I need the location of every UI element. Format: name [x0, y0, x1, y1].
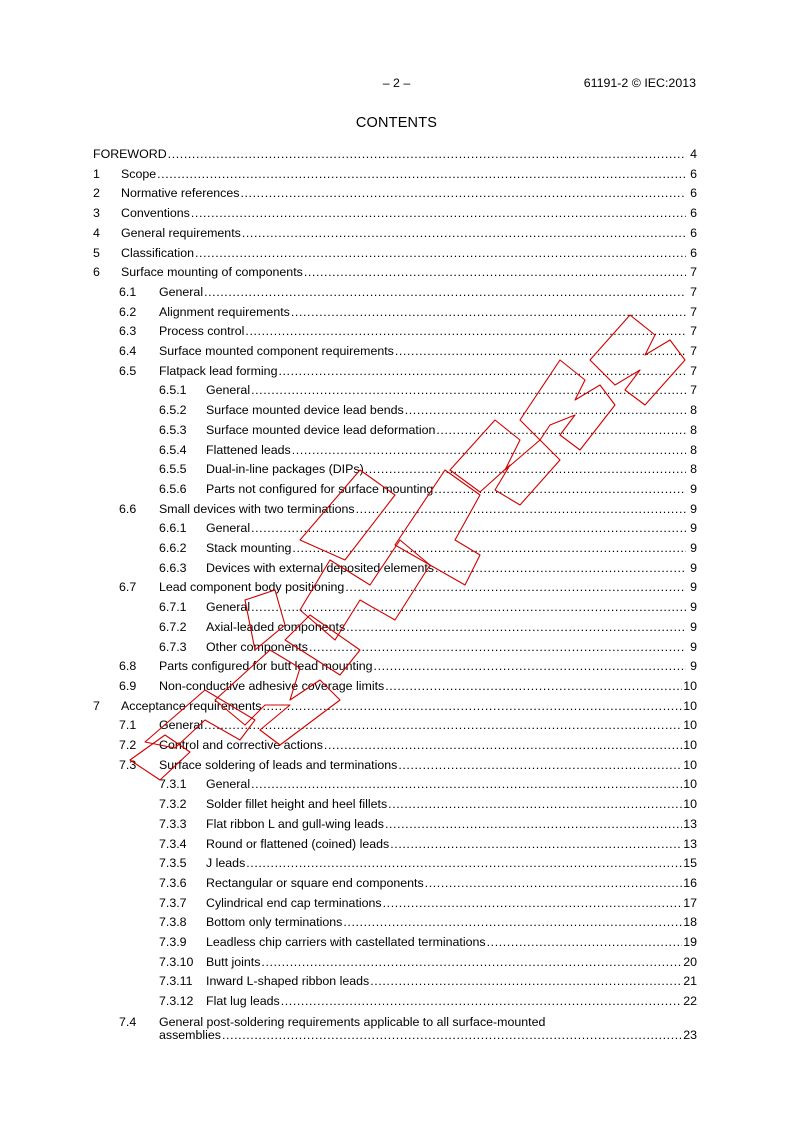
toc-leader-dots	[292, 541, 686, 555]
toc-leader-dots	[370, 974, 682, 988]
toc-entry-number: 6.6.1	[159, 521, 187, 536]
toc-entry-title: Inward L-shaped ribbon leads	[206, 974, 370, 989]
toc-entry[interactable]	[93, 835, 697, 851]
toc-entry-number: 6.5.1	[159, 383, 187, 398]
toc-entry-page: 23	[683, 1027, 697, 1042]
toc-entry-number: 6.6	[119, 501, 137, 516]
toc-leader-dots	[388, 797, 682, 811]
toc-entry-title: Parts configured for butt lead mounting	[159, 659, 373, 674]
toc-entry-title: Conventions	[121, 206, 190, 221]
toc-entry-number: 7.3.10	[159, 954, 194, 969]
contents-title: CONTENTS	[355, 115, 438, 131]
toc-entry[interactable]	[93, 736, 697, 752]
toc-entry-page: 6	[690, 225, 697, 240]
toc-entry[interactable]	[93, 224, 697, 240]
toc-entry-title: J leads	[206, 856, 246, 871]
toc-leader-dots	[385, 679, 682, 693]
toc-entry-title: General	[206, 383, 251, 398]
toc-entry-page: 16	[683, 875, 697, 890]
toc-entry-number: 3	[93, 206, 100, 221]
toc-leader-dots	[385, 817, 682, 831]
toc-leader-dots	[292, 443, 686, 457]
toc-entry[interactable]	[93, 578, 697, 594]
toc-leader-dots	[304, 265, 686, 279]
toc-entry-page: 6	[690, 166, 697, 181]
toc-entry[interactable]	[93, 322, 697, 338]
toc-entry-title: Surface soldering of leads and terminations	[159, 757, 398, 772]
toc-entry[interactable]	[93, 539, 697, 555]
toc-leader-dots	[222, 1028, 682, 1042]
toc-entry-number: 6.3	[119, 324, 137, 339]
toc-entry-page: 7	[690, 324, 697, 339]
toc-entry-title: Process control	[159, 324, 245, 339]
toc-entry-number: 6.7.1	[159, 600, 187, 615]
toc-entry-number: 6.2	[119, 304, 137, 319]
toc-entry[interactable]	[93, 598, 697, 614]
toc-entry-number: 6.1	[119, 284, 137, 299]
toc-entry-page: 9	[690, 659, 697, 674]
toc-entry-page: 7	[690, 265, 697, 280]
toc-entry-page: 10	[683, 797, 697, 812]
toc-entry-number: 7.3.3	[159, 816, 187, 831]
toc-entry-title: Other components	[206, 639, 308, 654]
toc-entry-title: Non-conductive adhesive coverage limits	[159, 678, 385, 693]
toc-entry-page: 9	[690, 501, 697, 516]
toc-entry[interactable]	[93, 381, 697, 397]
toc-entry[interactable]	[93, 756, 697, 772]
toc-entry-title: Surface mounted component requirements	[159, 344, 394, 358]
toc-leader-dots	[395, 344, 686, 358]
toc-entry-number: 6	[93, 265, 100, 280]
toc-entry-page: 7	[690, 344, 697, 358]
toc-entry-page: 20	[683, 954, 697, 969]
toc-entry-number: 7.3.8	[159, 915, 187, 930]
toc-entry-number: 5	[93, 245, 100, 260]
toc-entry-title: Flat lug leads	[206, 994, 280, 1009]
toc-entry[interactable]	[93, 184, 697, 200]
toc-entry-title: Devices with external deposited elements	[206, 560, 434, 575]
toc-entry-page: 10	[683, 777, 697, 792]
toc-leader-dots	[425, 876, 683, 890]
toc-leader-dots	[245, 324, 686, 338]
toc-entry-title: Round or flattened (coined) leads	[206, 836, 390, 851]
toc-leader-dots	[383, 896, 683, 910]
toc-entry-page: 9	[690, 619, 697, 634]
toc-entry-number: 6.7.3	[159, 639, 187, 654]
toc-entry[interactable]	[93, 165, 697, 181]
toc-entry[interactable]	[93, 263, 697, 279]
toc-leader-dots	[191, 206, 686, 220]
toc-leader-dots	[261, 955, 682, 969]
toc-leader-dots	[436, 423, 686, 437]
toc-entry-title: Scope	[121, 166, 157, 181]
toc-entry-number: 7.3.1	[159, 777, 187, 792]
toc-leader-dots	[291, 305, 686, 319]
toc-leader-dots	[204, 718, 682, 732]
page-number: – 2 –	[382, 76, 411, 90]
toc-entry-page: 9	[690, 541, 697, 555]
toc-entry-title: Axial-leaded components	[206, 619, 346, 634]
toc-entry-page: 22	[683, 994, 697, 1009]
toc-entry-number: 6.6.3	[159, 560, 187, 575]
toc-leader-dots	[365, 462, 686, 476]
toc-entry-page: 10	[683, 757, 697, 772]
toc-entry-page: 13	[683, 816, 697, 831]
toc-entry-number: 2	[93, 186, 100, 201]
toc-leader-dots	[324, 738, 682, 752]
toc-entry-title: Classification	[121, 245, 194, 260]
toc-entry-title: General	[206, 521, 251, 536]
toc-entry-number: 7.3.5	[159, 856, 187, 871]
toc-entry-page: 9	[690, 580, 697, 595]
toc-leader-dots	[251, 383, 686, 397]
toc-entry-page: 10	[683, 698, 697, 713]
toc-entry-number: 6.7.2	[159, 619, 187, 634]
toc-entry[interactable]	[93, 657, 697, 673]
toc-leader-dots	[281, 994, 683, 1008]
toc-entry[interactable]	[93, 933, 697, 949]
toc-entry-title: Dual-in-line packages (DIPs)	[206, 462, 364, 477]
toc-entry-number: 7.3.4	[159, 836, 187, 851]
toc-entry[interactable]	[93, 677, 697, 693]
toc-entry-title: Alignment requirements	[159, 304, 290, 319]
toc-entry-title: Butt joints	[206, 954, 261, 969]
toc-entry-page: 8	[690, 442, 697, 457]
toc-leader-dots	[157, 167, 686, 181]
toc-entry-number: 7.1	[119, 718, 137, 733]
toc-entry[interactable]	[93, 362, 697, 378]
toc-entry-title: Cylindrical end cap terminations	[206, 895, 382, 910]
toc-entry-number: 6.7	[119, 580, 137, 595]
toc-entry-page: 6	[690, 206, 697, 221]
toc-leader-dots	[263, 699, 683, 713]
toc-entry-page: 7	[690, 284, 697, 299]
toc-entry-title: Flattened leads	[206, 442, 291, 457]
toc-entry-page: 9	[690, 560, 697, 575]
toc-entry[interactable]	[93, 303, 697, 319]
toc-entry-page: 9	[690, 639, 697, 654]
toc-entry-title: Flat ribbon L and gull-wing leads	[206, 816, 384, 831]
toc-entry-title: FOREWORD	[93, 147, 167, 161]
toc-leader-dots	[343, 915, 682, 929]
toc-leader-dots	[374, 659, 686, 673]
toc-entry-title: Surface mounted device lead deformation	[206, 422, 436, 437]
toc-leader-dots	[278, 364, 686, 378]
toc-entry[interactable]	[93, 342, 697, 358]
toc-entry-page: 10	[683, 738, 697, 752]
toc-entry[interactable]	[93, 697, 697, 713]
toc-entry[interactable]	[93, 638, 697, 654]
toc-leader-dots	[242, 226, 686, 240]
toc-entry[interactable]	[93, 854, 697, 870]
toc-entry-title: Surface mounting of components	[121, 265, 303, 280]
document-id: 61191-2 © IEC:2013	[583, 76, 696, 90]
toc-entry-number: 7.3.6	[159, 875, 187, 890]
toc-entry-page: 15	[683, 856, 697, 871]
toc-entry-page: 7	[690, 363, 697, 378]
toc-entry-number: 6.5.5	[159, 462, 187, 477]
toc-entry-title-line2: assemblies	[159, 1027, 221, 1042]
toc-entry[interactable]	[93, 480, 697, 496]
toc-leader-dots	[356, 502, 686, 516]
toc-entry-title-continued	[159, 1028, 697, 1042]
toc-entry-page: 7	[690, 304, 697, 319]
toc-entry[interactable]	[93, 795, 697, 811]
toc-entry-number: 7.3	[119, 757, 137, 772]
toc-entry-page: 18	[683, 915, 697, 930]
toc-entry-number: 6.5.3	[159, 422, 187, 437]
toc-entry-title: Stack mounting	[206, 541, 292, 555]
toc-leader-dots	[346, 620, 686, 634]
toc-leader-dots	[195, 246, 686, 260]
toc-entry-page: 6	[690, 245, 697, 260]
toc-entry[interactable]	[93, 815, 697, 831]
toc-entry[interactable]	[93, 145, 697, 161]
toc-entry[interactable]	[93, 559, 697, 575]
toc-entry-title: Surface mounted device lead bends	[206, 403, 404, 418]
toc-entry[interactable]	[93, 716, 697, 732]
toc-leader-dots	[390, 837, 682, 851]
toc-leader-dots	[435, 561, 686, 575]
toc-entry-title: General	[206, 777, 251, 792]
toc-entry-page: 9	[690, 521, 697, 536]
toc-entry-page: 19	[683, 935, 697, 949]
toc-entry-page: 6	[690, 186, 697, 201]
toc-entry[interactable]	[93, 874, 697, 890]
toc-entry[interactable]	[93, 913, 697, 929]
toc-entry-title: Solder fillet height and heel fillets	[206, 797, 388, 812]
toc-entry-page: 7	[690, 383, 697, 398]
toc-entry-number: 7.3.2	[159, 797, 187, 812]
toc-entry-number: 7.3.7	[159, 895, 187, 910]
toc-leader-dots	[251, 777, 682, 791]
toc-leader-dots	[487, 935, 683, 949]
toc-entry[interactable]	[93, 992, 697, 1008]
toc-entry-title: General	[159, 284, 204, 299]
toc-entry-number: 7	[93, 698, 100, 713]
toc-entry-title: Bottom only terminations	[206, 915, 343, 930]
toc-entry-title: Normative references	[121, 186, 240, 201]
toc-entry-title: General post-soldering requirements applicable to all surface-mounted	[159, 1014, 546, 1029]
toc-entry-page: 8	[690, 422, 697, 437]
toc-leader-dots	[434, 482, 686, 496]
toc-entry[interactable]	[93, 421, 697, 437]
toc-entry-number: 6.5.2	[159, 403, 187, 418]
toc-entry[interactable]	[93, 283, 697, 299]
toc-entry-number: 7.4	[119, 1014, 137, 1029]
toc-entry-number: 6.4	[119, 344, 137, 358]
toc-entry[interactable]	[93, 953, 697, 969]
toc-leader-dots	[398, 758, 682, 772]
toc-leader-dots	[246, 856, 682, 870]
toc-entry[interactable]	[93, 972, 697, 988]
toc-entry-title: Rectangular or square end components	[206, 875, 424, 890]
toc-entry-number: 7.2	[119, 738, 137, 752]
toc-entry-number: 6.6.2	[159, 541, 187, 555]
toc-entry-number: 6.5.4	[159, 442, 187, 457]
toc-entry-number: 6.5	[119, 363, 137, 378]
toc-entry-title: General	[159, 718, 204, 733]
toc-leader-dots	[405, 403, 686, 417]
toc-leader-dots	[240, 186, 686, 200]
toc-entry-page: 9	[690, 600, 697, 615]
toc-entry-page: 9	[690, 481, 697, 496]
toc-entry-title: Leadless chip carriers with castellated terminations	[206, 935, 486, 949]
toc-entry-page: 8	[690, 403, 697, 418]
toc-entry[interactable]	[93, 894, 697, 910]
toc-entry-page: 4	[690, 147, 697, 161]
toc-entry-title: Control and corrective actions	[159, 738, 323, 752]
toc-entry-title: General	[206, 600, 251, 615]
toc-entry[interactable]	[93, 441, 697, 457]
toc-entry-page: 13	[683, 836, 697, 851]
toc-leader-dots	[309, 640, 686, 654]
toc-entry[interactable]	[93, 618, 697, 634]
toc-leader-dots	[251, 600, 686, 614]
toc-entry-title: Acceptance requirements	[121, 698, 262, 713]
toc-entry[interactable]	[93, 775, 697, 791]
toc-entry-page: 17	[683, 895, 697, 910]
toc-entry-number: 7.3.9	[159, 935, 187, 949]
toc-leader-dots	[345, 580, 686, 594]
toc-entry-page: 10	[683, 718, 697, 733]
toc-entry-title: Flatpack lead forming	[159, 363, 278, 378]
toc-entry-page: 21	[683, 974, 697, 989]
toc-entry-number: 6.8	[119, 659, 137, 674]
toc-entry-number: 6.5.6	[159, 481, 187, 496]
toc-leader-dots	[251, 521, 686, 535]
toc-entry[interactable]	[93, 500, 697, 516]
toc-leader-dots	[204, 285, 686, 299]
toc-entry[interactable]	[93, 519, 697, 535]
toc-entry-number: 4	[93, 225, 100, 240]
toc-entry-title: Lead component body positioning	[159, 580, 345, 595]
toc-entry[interactable]	[93, 401, 697, 417]
toc-entry-title: Small devices with two terminations	[159, 501, 355, 516]
toc-entry-page: 10	[683, 678, 697, 693]
toc-entry[interactable]	[93, 244, 697, 260]
toc-entry[interactable]	[93, 204, 697, 220]
toc-entry[interactable]	[93, 460, 697, 476]
toc-leader-dots	[168, 147, 686, 161]
toc-entry-title: General requirements	[121, 225, 241, 240]
toc-entry-page: 8	[690, 462, 697, 477]
toc-entry-number: 7.3.11	[159, 974, 193, 989]
toc-entry-number: 1	[93, 166, 100, 181]
toc-entry-number: 6.9	[119, 678, 137, 693]
toc-entry-title: Parts not configured for surface mounting	[206, 481, 434, 496]
toc-entry-number: 7.3.12	[159, 994, 194, 1009]
